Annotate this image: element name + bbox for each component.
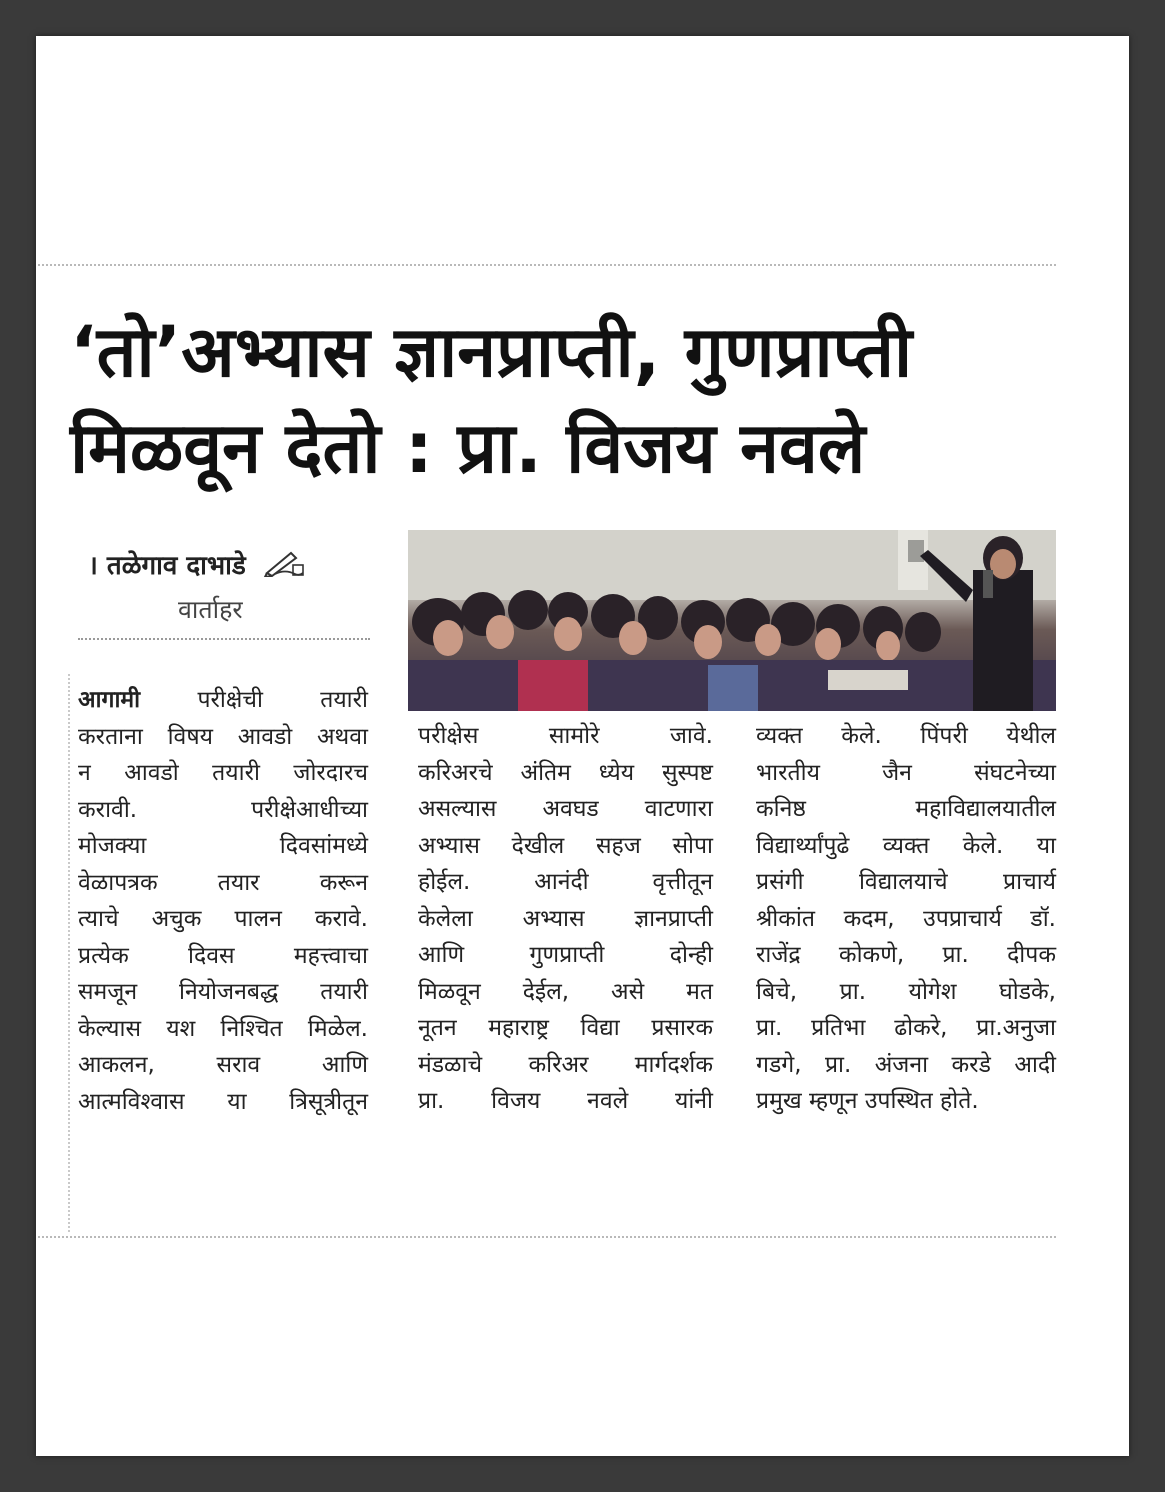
page-frame: [36, 36, 1129, 1456]
column-line: व्यक्त केले. पिंपरी येथील: [756, 723, 1056, 749]
column-line: केल्यास यश निश्चित मिळेल.: [78, 1015, 368, 1042]
headline: [70, 304, 1060, 496]
column-line: आणि गुणप्राप्ती दोन्ही: [418, 942, 713, 968]
lead-word: आगामी: [78, 687, 141, 713]
newspaper-clipping: [38, 264, 1058, 1239]
column-line: वेळापत्रक तयार करून: [78, 869, 368, 896]
byline-reporter: वार्ताहर: [178, 595, 243, 624]
students-seminar-photo: [408, 530, 1056, 711]
column-line: राजेंद्र कोकणे, प्रा. दीपक: [756, 942, 1056, 968]
column-line: प्रा. प्रतिभा ढोकरे, प्रा.अनुजा: [756, 1015, 1056, 1041]
left-dotted-border: [68, 674, 70, 1232]
column-line: प्रत्येक दिवस महत्त्वाचा: [78, 942, 368, 969]
article-column-2: [418, 718, 713, 1120]
column-line: आत्मविश्वास या त्रिसूत्रीतून: [78, 1088, 368, 1115]
column-line: अभ्यास देखील सहज सोपा: [418, 832, 713, 859]
column-line: विद्यार्थ्यांपुढे व्यक्त केले. या: [756, 832, 1056, 859]
byline-dotted-rule: [78, 638, 370, 640]
column-line: करताना विषय आवडो अथवा: [78, 723, 368, 750]
column-line: समजून नियोजनबद्ध तयारी: [78, 979, 368, 1005]
column-line: कनिष्ठ महाविद्यालयातील: [756, 796, 1056, 822]
column-line: करावी. परीक्षेआधीच्या: [78, 796, 368, 823]
byline: [88, 546, 378, 584]
column-line: प्रसंगी विद्यालयाचे प्राचार्य: [756, 869, 1056, 895]
column-line: नूतन महाराष्ट्र विद्या प्रसारक: [418, 1015, 713, 1041]
column-line: मोजक्या दिवसांमध्ये: [78, 833, 368, 859]
article-column-1: [78, 682, 368, 1120]
column-line: आकलन, सराव आणि: [78, 1052, 368, 1078]
column-line: प्रमुख म्हणून उपस्थित होते.: [756, 1088, 979, 1114]
column-line: मंडळाचे करिअर मार्गदर्शक: [418, 1051, 713, 1078]
column-line: होईल. आनंदी वृत्तीतून: [418, 869, 713, 895]
headline-line-2: मिळवून देतो : प्रा. विजय नवले: [70, 407, 866, 489]
column-line: न आवडो तयारी जोरदारच: [78, 760, 368, 786]
article-column-3: [756, 718, 1056, 1120]
column-line: बिचे, प्रा. योगेश घोडके,: [756, 978, 1056, 1005]
column-line: त्याचे अचुक पालन करावे.: [78, 906, 368, 932]
column-line: भारतीय जैन संघटनेच्या: [756, 759, 1056, 786]
column-line: असल्यास अवघड वाटणारा: [418, 796, 713, 822]
column-line: केलेला अभ्यास ज्ञानप्राप्ती: [418, 905, 713, 932]
bottom-dotted-rule: [38, 1236, 1056, 1238]
column-line: करिअरचे अंतिम ध्येय सुस्पष्ट: [418, 759, 713, 786]
column-line: मिळवून देईल, असे मत: [418, 978, 713, 1005]
column-line: परीक्षेची तयारी: [197, 687, 368, 713]
byline-place: । तळेगाव दाभाडे: [88, 551, 246, 581]
column-line: प्रा. विजय नवले यांनी: [418, 1088, 713, 1114]
headline-line-1: ‘तो’अभ्यास ज्ञानप्राप्ती, गुणप्राप्ती: [70, 311, 913, 393]
top-dotted-rule: [38, 264, 1056, 266]
pen-writing-icon: [261, 549, 305, 584]
column-line: परीक्षेस सामोरे जावे.: [418, 723, 713, 749]
column-line: गडगे, प्रा. अंजना करडे आदी: [756, 1051, 1056, 1078]
column-line: श्रीकांत कदम, उपप्राचार्य डॉ.: [756, 905, 1056, 932]
